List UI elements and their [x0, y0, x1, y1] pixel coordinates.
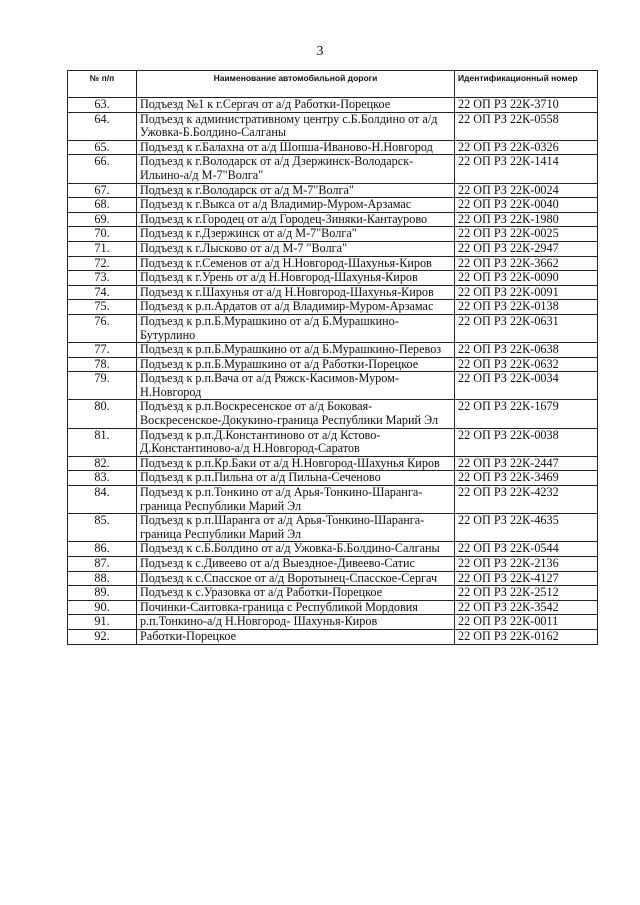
page-number: 3 [316, 44, 324, 59]
row-road-name: Подъезд к с.Б.Болдино от а/д Ужовка-Б.Болдино-Салганы [137, 542, 455, 557]
row-road-name: Подъезд к р.п.Б.Мурашкино от а/д Б.Мурашкино-Бутурлино [137, 314, 455, 342]
row-number: 74. [68, 285, 137, 300]
row-identifier: 22 ОП РЗ 22К-0558 [455, 112, 598, 140]
row-number: 63. [68, 98, 137, 113]
row-identifier: 22 ОП РЗ 22К-2947 [455, 241, 598, 256]
row-identifier: 22 ОП РЗ 22К-0091 [455, 285, 598, 300]
row-number: 69. [68, 212, 137, 227]
row-identifier: 22 ОП РЗ 22К-0025 [455, 227, 598, 242]
table-row [68, 256, 598, 271]
row-road-name: Подъезд к р.п.Вача от а/д Ряжск-Касимов-Муром-Н.Новгород [137, 372, 455, 400]
table-row [68, 285, 598, 300]
row-identifier: 22 ОП РЗ 22К-0162 [455, 629, 598, 644]
table-row [68, 486, 598, 514]
row-number: 90. [68, 600, 137, 615]
row-identifier: 22 ОП РЗ 22К-2136 [455, 557, 598, 572]
row-road-name: Подъезд к р.п.Пильна от а/д Пильна-Сеченово [137, 471, 455, 486]
row-identifier: 22 ОП РЗ 22К-0632 [455, 357, 598, 372]
row-number: 67. [68, 183, 137, 198]
row-number: 84. [68, 486, 137, 514]
row-road-name: Подъезд к г.Урень от а/д Н.Новгород-Шахунья-Киров [137, 271, 455, 286]
table-row [68, 514, 598, 542]
row-road-name: Подъезд к г.Лысково от а/д М-7 "Волга" [137, 241, 455, 256]
row-number: 81. [68, 428, 137, 456]
table-row [68, 300, 598, 315]
header-num: № п/п [68, 71, 137, 98]
row-number: 78. [68, 357, 137, 372]
row-road-name: Подъезд к с.Дивеево от а/д Выездное-Дивеево-Сатис [137, 557, 455, 572]
row-number: 73. [68, 271, 137, 286]
row-identifier: 22 ОП РЗ 22К-0038 [455, 428, 598, 456]
row-identifier: 22 ОП РЗ 22К-4635 [455, 514, 598, 542]
row-number: 64. [68, 112, 137, 140]
row-number: 75. [68, 300, 137, 315]
table-row [68, 98, 598, 113]
table-row [68, 212, 598, 227]
table-row [68, 241, 598, 256]
row-road-name: Работки-Порецкое [137, 629, 455, 644]
table-row [68, 542, 598, 557]
table-row [68, 456, 598, 471]
row-identifier: 22 ОП РЗ 22К-0034 [455, 372, 598, 400]
row-road-name: Подъезд к р.п.Воскресенское от а/д Боковая-Воскресенское-Докукино-граница Республики Марий Эл [137, 400, 455, 428]
row-identifier: 22 ОП РЗ 22К-0040 [455, 198, 598, 213]
table-row [68, 471, 598, 486]
row-road-name: Подъезд к г.Шахунья от а/д Н.Новгород-Шахунья-Киров [137, 285, 455, 300]
table-row [68, 600, 598, 615]
row-road-name: Подъезд к г.Городец от а/д Городец-Зиняки-Кантаурово [137, 212, 455, 227]
row-road-name: Подъезд к г.Выкса от а/д Владимир-Муром-Арзамас [137, 198, 455, 213]
table-row [68, 615, 598, 630]
row-number: 79. [68, 372, 137, 400]
header-name: Наименование автомобильной дороги [137, 71, 455, 98]
row-road-name: Подъезд к с.Уразовка от а/д Работки-Порецкое [137, 586, 455, 601]
row-road-name: Подъезд к р.п.Кр.Баки от а/д Н.Новгород-Шахунья Киров [137, 456, 455, 471]
row-number: 77. [68, 343, 137, 358]
table-row [68, 428, 598, 456]
table-row [68, 586, 598, 601]
table-row [68, 112, 598, 140]
row-identifier: 22 ОП РЗ 22К-0638 [455, 343, 598, 358]
row-road-name: Подъезд к р.п.Тонкино от а/д Арья-Тонкино-Шаранга-граница Республики Марий Эл [137, 486, 455, 514]
row-identifier: 22 ОП РЗ 22К-1679 [455, 400, 598, 428]
row-number: 68. [68, 198, 137, 213]
table-row [68, 571, 598, 586]
table-header-row [68, 71, 598, 98]
row-number: 85. [68, 514, 137, 542]
row-identifier: 22 ОП РЗ 22К-2447 [455, 456, 598, 471]
table-row [68, 372, 598, 400]
row-number: 76. [68, 314, 137, 342]
row-number: 71. [68, 241, 137, 256]
row-road-name: р.п.Тонкино-а/д Н.Новгород- Шахунья-Киров [137, 615, 455, 630]
table-row [68, 400, 598, 428]
row-identifier: 22 ОП РЗ 22К-3662 [455, 256, 598, 271]
row-number: 72. [68, 256, 137, 271]
table-row [68, 343, 598, 358]
row-identifier: 22 ОП РЗ 22К-4127 [455, 571, 598, 586]
table-row [68, 357, 598, 372]
row-identifier: 22 ОП РЗ 22К-2512 [455, 586, 598, 601]
row-number: 89. [68, 586, 137, 601]
row-identifier: 22 ОП РЗ 22К-3710 [455, 98, 598, 113]
row-number: 92. [68, 629, 137, 644]
row-road-name: Подъезд к р.п.Ардатов от а/д Владимир-Муром-Арзамас [137, 300, 455, 315]
row-identifier: 22 ОП РЗ 22К-0631 [455, 314, 598, 342]
row-identifier: 22 ОП РЗ 22К-3469 [455, 471, 598, 486]
row-road-name: Подъезд к г.Балахна от а/д Шопша-Иваново-Н.Новгород [137, 140, 455, 155]
table-row [68, 314, 598, 342]
row-number: 87. [68, 557, 137, 572]
row-number: 86. [68, 542, 137, 557]
row-road-name: Подъезд к административному центру с.Б.Болдино от а/д Ужовка-Б.Болдино-Салганы [137, 112, 455, 140]
row-identifier: 22 ОП РЗ 22К-1980 [455, 212, 598, 227]
row-road-name: Подъезд к г.Семенов от а/д Н.Новгород-Шахунья-Киров [137, 256, 455, 271]
row-number: 80. [68, 400, 137, 428]
row-road-name: Подъезд к г.Дзержинск от а/д М-7"Волга" [137, 227, 455, 242]
table-row [68, 271, 598, 286]
row-identifier: 22 ОП РЗ 22К-0024 [455, 183, 598, 198]
table-row [68, 557, 598, 572]
table-row [68, 629, 598, 644]
table-row [68, 227, 598, 242]
row-identifier: 22 ОП РЗ 22К-0011 [455, 615, 598, 630]
row-number: 70. [68, 227, 137, 242]
row-road-name: Подъезд к р.п.Д.Константиново от а/д Кстово-Д.Константиново-а/д Н.Новгород-Саратов [137, 428, 455, 456]
header-id: Идентификационный номер [455, 71, 598, 98]
row-number: 91. [68, 615, 137, 630]
row-identifier: 22 ОП РЗ 22К-0326 [455, 140, 598, 155]
row-road-name: Подъезд к р.п.Шаранга от а/д Арья-Тонкино-Шаранга-граница Республики Марий Эл [137, 514, 455, 542]
row-identifier: 22 ОП РЗ 22К-0138 [455, 300, 598, 315]
row-road-name: Подъезд к с.Спасское от а/д Воротынец-Спасское-Сергач [137, 571, 455, 586]
table-row [68, 183, 598, 198]
row-number: 88. [68, 571, 137, 586]
row-number: 65. [68, 140, 137, 155]
roads-table [67, 70, 598, 645]
row-road-name: Починки-Саитовка-граница с Республикой Мордовия [137, 600, 455, 615]
row-identifier: 22 ОП РЗ 22К-0090 [455, 271, 598, 286]
table-row [68, 155, 598, 183]
row-road-name: Подъезд №1 к г.Сергач от а/д Работки-Порецкое [137, 98, 455, 113]
table-row [68, 140, 598, 155]
row-identifier: 22 ОП РЗ 22К-0544 [455, 542, 598, 557]
row-identifier: 22 ОП РЗ 22К-4232 [455, 486, 598, 514]
row-identifier: 22 ОП РЗ 22К-1414 [455, 155, 598, 183]
row-number: 83. [68, 471, 137, 486]
row-number: 66. [68, 155, 137, 183]
row-road-name: Подъезд к г.Володарск от а/д М-7"Волга" [137, 183, 455, 198]
table-row [68, 198, 598, 213]
row-road-name: Подъезд к г.Володарск от а/д Дзержинск-Володарск-Ильино-а/д М-7"Волга" [137, 155, 455, 183]
row-road-name: Подъезд к р.п.Б.Мурашкино от а/д Б.Мурашкино-Перевоз [137, 343, 455, 358]
row-number: 82. [68, 456, 137, 471]
row-identifier: 22 ОП РЗ 22К-3542 [455, 600, 598, 615]
row-road-name: Подъезд к р.п.Б.Мурашкино от а/д Работки-Порецкое [137, 357, 455, 372]
